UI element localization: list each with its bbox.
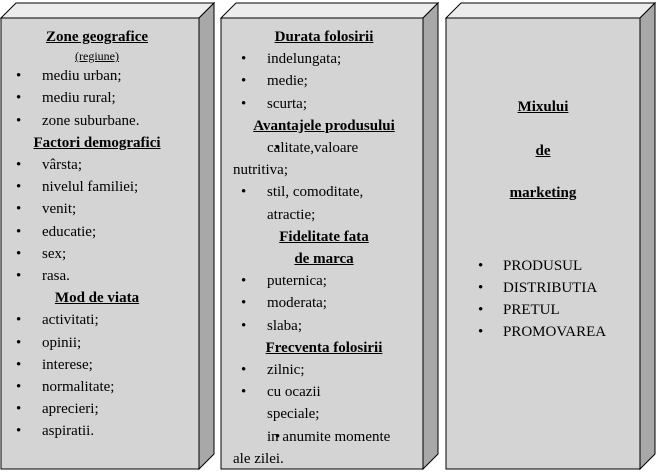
list-item: • nivelul familiei; xyxy=(8,176,186,198)
list-item: • slaba; xyxy=(233,315,415,337)
list-item: • venit; xyxy=(8,198,186,220)
title-de: de xyxy=(535,143,551,160)
list-item: • mediu urban; xyxy=(8,65,186,87)
list-item: • normalitate; xyxy=(8,376,186,398)
list-item: • aprecieri; xyxy=(8,398,186,420)
list-item: • stil, comoditate, atractie; xyxy=(233,181,415,225)
list-item: • calitate,valoare nutritiva; xyxy=(233,137,415,181)
list-item: • aspiratii. xyxy=(8,420,186,442)
title-marketing: marketing xyxy=(509,185,577,202)
list-item: • zilnic; xyxy=(233,359,415,381)
heading-mod-de-viata: Mod de viata xyxy=(54,290,140,307)
list-item: • opinii; xyxy=(8,332,186,354)
list-item: • indelungata; xyxy=(233,48,415,70)
list-item: • puternica; xyxy=(233,270,415,292)
list-item: • mediu rural; xyxy=(8,87,186,109)
list-item: • vârsta; xyxy=(8,154,186,176)
heading-factori-demografici: Factori demografici xyxy=(33,134,161,151)
list-item: • moderata; xyxy=(233,292,415,314)
list-item: • medie; xyxy=(233,70,415,92)
list-item: • zone suburbane. xyxy=(8,110,186,132)
heading-frecventa-folosirii: Frecventa folosirii xyxy=(265,339,383,356)
list-item: • activitati; xyxy=(8,309,186,331)
subheading-regiune: (regiune) xyxy=(75,49,119,64)
heading-avantajele-produsului: Avantajele produsului xyxy=(253,117,395,134)
list-marketing-mix xyxy=(448,255,638,344)
list-item: • educatie; xyxy=(8,221,186,243)
heading-fidelitate-line1: Fidelitate fata xyxy=(279,228,369,245)
heading-durata-folosirii: Durata folosirii xyxy=(274,29,374,45)
list-item: • scurta; xyxy=(233,93,415,115)
list-item: • cu ocazii speciale; xyxy=(233,381,415,425)
list-item: • PRETUL xyxy=(448,299,638,321)
list-item: • PRODUSUL xyxy=(448,255,638,277)
list-item: • PROMOVAREA xyxy=(448,321,638,343)
list-item: • in anumite momente ale zilei. xyxy=(233,426,415,470)
list-item: • DISTRIBUTIA xyxy=(448,277,638,299)
list-item: • sex; xyxy=(8,243,186,265)
list-item: • rasa. xyxy=(8,265,186,287)
title-mixului: Mixului xyxy=(517,99,569,115)
list-item: • interese; xyxy=(8,354,186,376)
heading-zone-geografice: Zone geografice xyxy=(45,29,149,45)
heading-fidelitate-line2: de marca xyxy=(294,251,354,268)
